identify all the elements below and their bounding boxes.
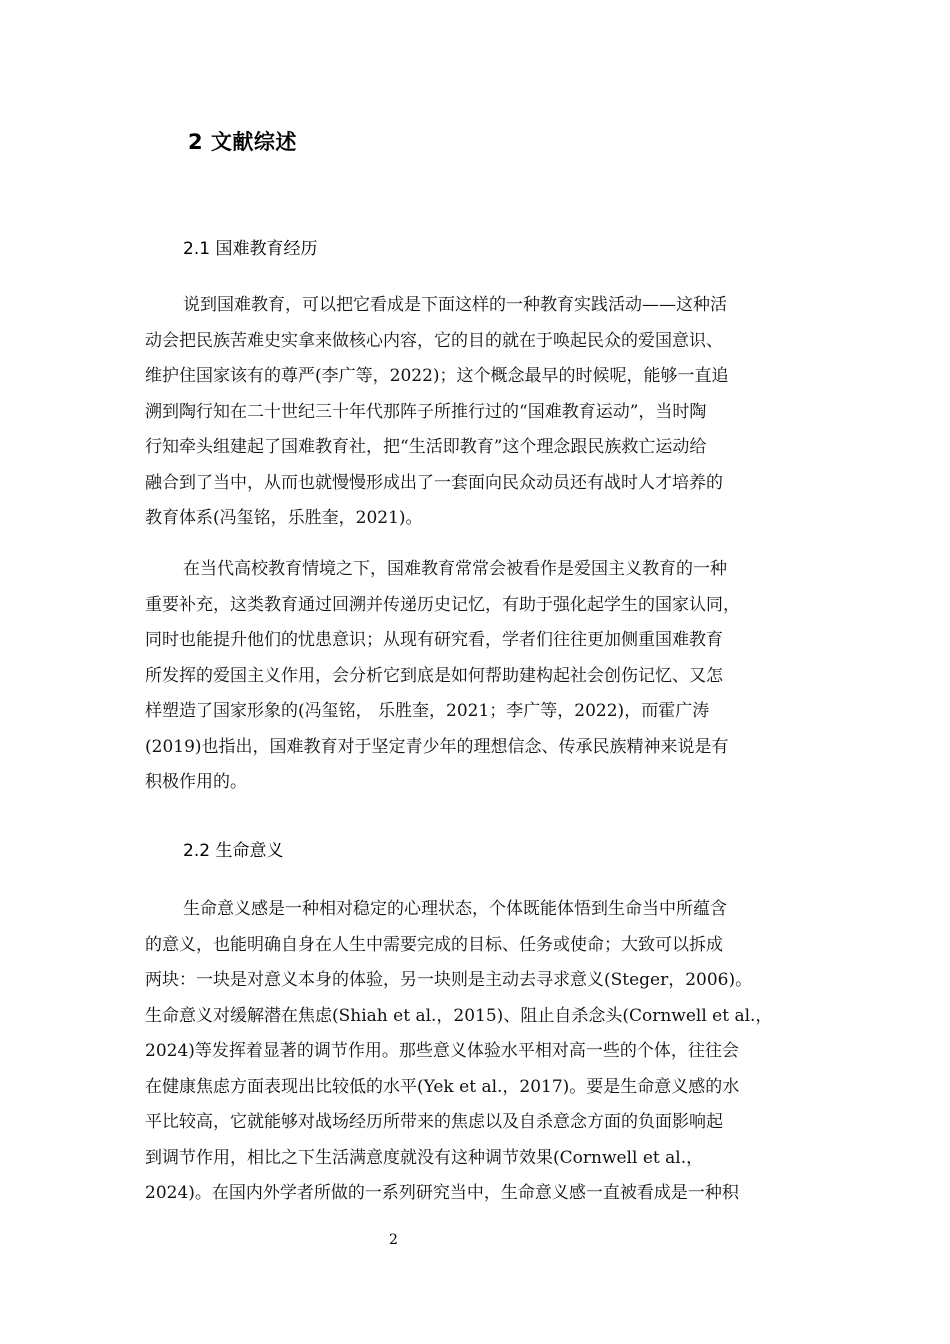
paragraph-line: 动会把民族苦难史实拿来做核心内容，它的目的就在于唤起民众的爱国意识、 <box>145 330 723 351</box>
paragraph-line: 的意义，也能明确自身在人生中需要完成的目标、任务或使命；大致可以拆成 <box>145 934 723 955</box>
paragraph-line: 到调节作用，相比之下生活满意度就没有这种调节效果(Cornwell et al.， <box>145 1147 704 1168</box>
paragraph-3 <box>145 892 805 1212</box>
paragraph-line: 同时也能提升他们的忧患意识；从现有研究看，学者们往往更加侧重国难教育 <box>145 630 723 650</box>
paragraph-line: 在当代高校教育情境之下，国难教育常常会被看作是爱国主义教育的一种 <box>183 559 727 579</box>
page-number: 2 <box>389 1232 398 1248</box>
paragraph-line: 生命意义对缓解潜在焦虑(Shiah et al.，2015)、阻止自杀念头(Cornwell et al.， <box>145 1005 773 1026</box>
paragraph-line: 2024)。在国内外学者所做的一系列研究当中，生命意义感一直被看成是一种积 <box>145 1183 739 1203</box>
paragraph-line: 融合到了当中，从而也就慢慢形成出了一套面向民众动员还有战时人才培养的 <box>145 472 723 493</box>
paragraph-line: (2019)也指出，国难教育对于坚定青少年的理想信念、传承民族精神来说是有 <box>145 736 729 757</box>
paragraph-line: 两块：一块是对意义本身的体验，另一块则是主动去寻求意义(Steger，2006)。 <box>145 970 753 990</box>
paragraph-line: 说到国难教育，可以把它看成是下面这样的一种教育实践活动——这种活 <box>183 295 727 315</box>
paragraph-line: 行知牵头组建起了国难教育社，把“生活即教育”这个理念跟民族救亡运动给 <box>145 437 707 457</box>
paragraph-line: 重要补充，这类教育通过回溯并传递历史记忆，有助于强化起学生的国家认同， <box>145 594 740 615</box>
paragraph-line: 所发挥的爱国主义作用，会分析它到底是如何帮助建构起社会创伤记忆、又怎 <box>145 665 723 686</box>
paragraph-line: 生命意义感是一种相对稳定的心理状态，个体既能体悟到生命当中所蕴含 <box>183 899 727 919</box>
paragraph-line: 样塑造了国家形象的(冯玺铭， 乐胜奎，2021；李广等，2022)，而霍广涛 <box>145 701 710 721</box>
paragraph-1 <box>145 288 805 537</box>
chapter-heading: 2 文献综述 <box>188 130 297 154</box>
paragraph-line: 教育体系(冯玺铭，乐胜奎，2021)。 <box>145 508 423 528</box>
paragraph-line: 维护住国家该有的尊严(李广等，2022)；这个概念最早的时候呢，能够一直追 <box>145 366 729 386</box>
section-heading-2-2: 2.2 生命意义 <box>183 841 284 861</box>
paragraph-line: 平比较高，它就能够对战场经历所带来的焦虑以及自杀意念方面的负面影响起 <box>145 1112 723 1132</box>
paragraph-line: 溯到陶行知在二十世纪三十年代那阵子所推行过的“国难教育运动”，当时陶 <box>145 401 707 422</box>
paragraph-line: 积极作用的。 <box>145 772 247 792</box>
paragraph-line: 2024)等发挥着显著的调节作用。那些意义体验水平相对高一些的个体，往往会 <box>145 1041 739 1061</box>
section-heading-2-1: 2.1 国难教育经历 <box>183 239 318 259</box>
paragraph-2 <box>145 552 805 801</box>
paragraph-line: 在健康焦虑方面表现出比较低的水平(Yek et al.，2017)。要是生命意义感的水 <box>145 1076 740 1097</box>
